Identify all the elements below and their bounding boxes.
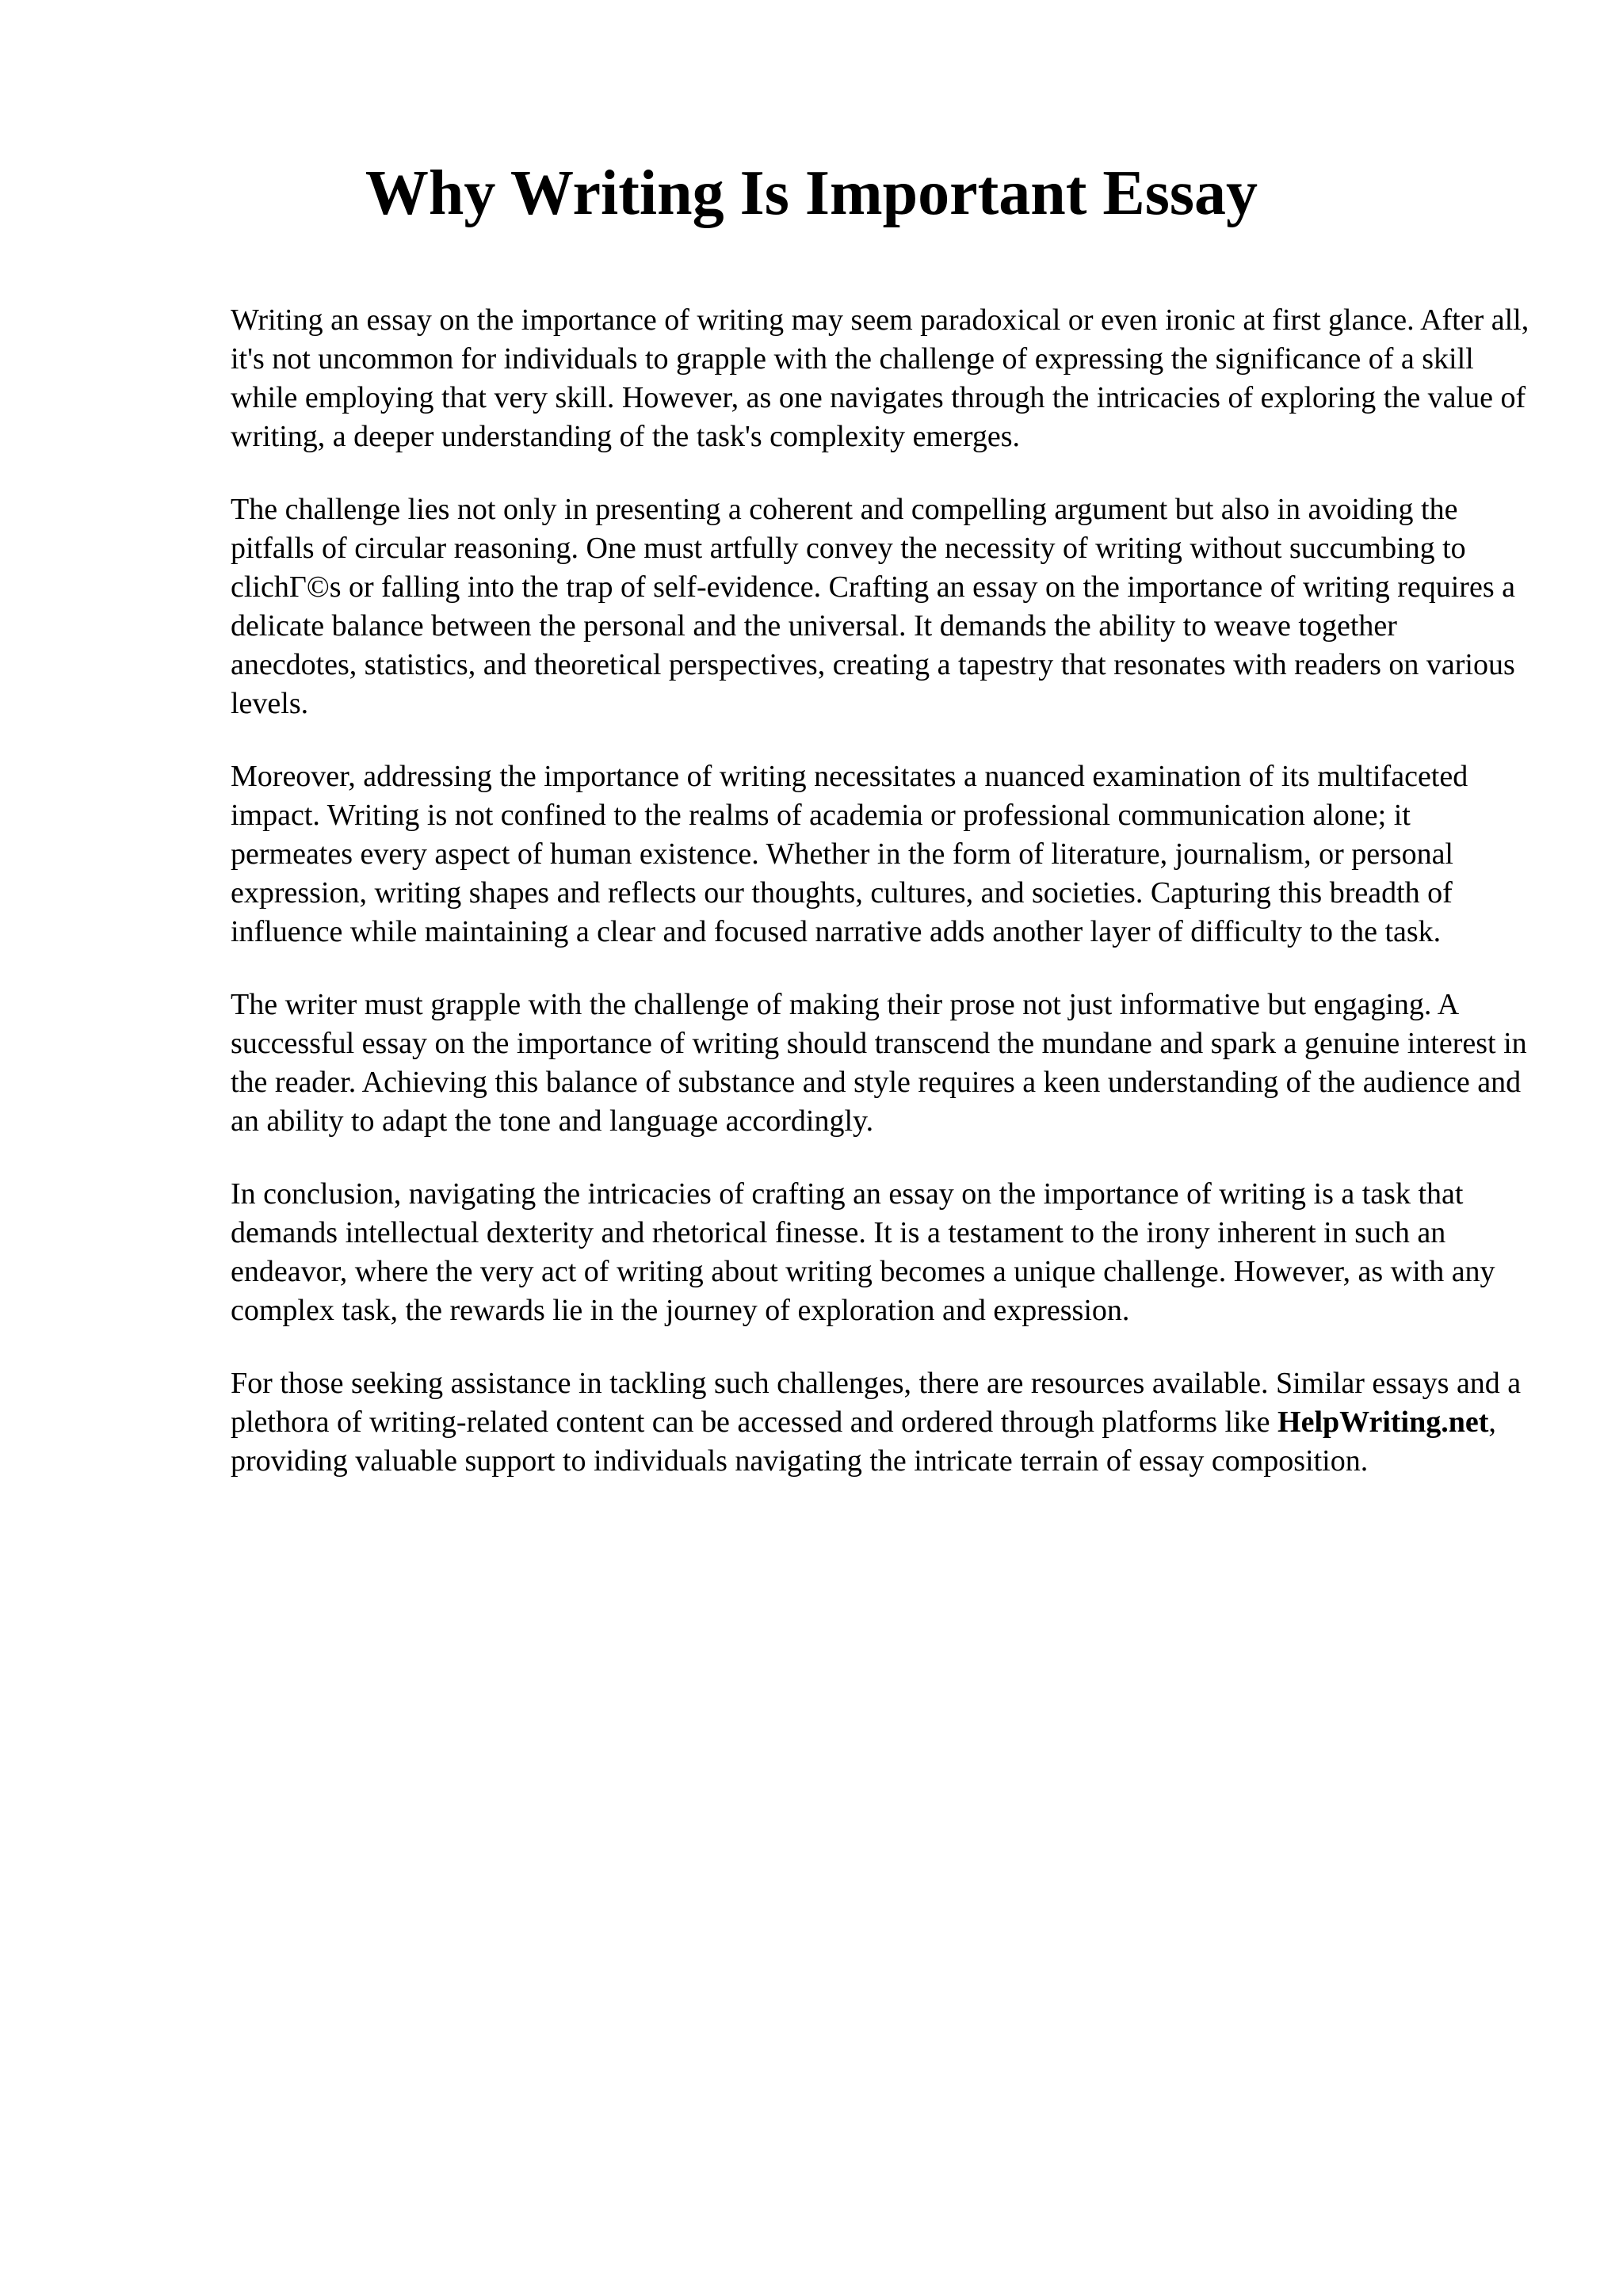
page-title: Why Writing Is Important Essay: [365, 158, 1258, 228]
paragraph-3: Moreover, addressing the importance of writing necessitates a nuanced examination of its multifaceted impact. Writing is not confined to the realms of academia or professional communication alone; it permeates every aspect of human existence. Whether in the form of literature, journalism, or personal expression, writing shapes and reflects our thoughts, cultures, and societies. Capturing this breadth of influence while maintaining a clear and focused narrative adds another layer of difficulty to the task.: [231, 760, 1468, 948]
closing-text-after: , providing valuable support to individuals navigating the intricate terrain of essay composition.: [231, 1405, 1496, 1478]
paragraph-2: The challenge lies not only in presenting a coherent and compelling argument but also in avoiding the pitfalls of circular reasoning. One must artfully convey the necessity of writing without succumbing to clichΓ©s or falling into the trap of self-evidence. Crafting an essay on the importance of writing requires a delicate balance between the personal and the universal. It demands the ability to weave together anecdotes, statistics, and theoretical perspectives, creating a tapestry that resonates with readers on various levels.: [231, 493, 1515, 720]
paragraph-5: In conclusion, navigating the intricacies of crafting an essay on the importance of writing is a task that demands intellectual dexterity and rhetorical finesse. It is a testament to the irony inherent in such an endeavor, where the very act of writing about writing becomes a unique challenge. However, as with any complex task, the rewards lie in the journey of exploration and expression.: [231, 1177, 1495, 1327]
paragraph-4: The writer must grapple with the challenge of making their prose not just informative but engaging. A successful essay on the importance of writing should transcend the mundane and spark a genuine interest in the reader. Achieving this balance of substance and style requires a keen understanding of the audience and an ability to adapt the tone and language accordingly.: [231, 988, 1527, 1138]
brand-link[interactable]: HelpWriting.net: [1277, 1405, 1489, 1439]
closing-paragraph: [231, 1364, 1530, 1481]
paragraph-1: Writing an essay on the importance of writing may seem paradoxical or even ironic at first glance. After all, it's not uncommon for individuals to grapple with the challenge of expressing the significance of a skill while employing that very skill. However, as one navigates through the intricacies of exploring the value of writing, a deeper understanding of the task's complexity emerges.: [231, 303, 1529, 453]
closing-text-before: For those seeking assistance in tackling such challenges, there are resources available. Similar essays and a plethora of writing-related content can be accessed and ordered through platforms like: [231, 1367, 1522, 1439]
essay-body: [231, 301, 1530, 1515]
